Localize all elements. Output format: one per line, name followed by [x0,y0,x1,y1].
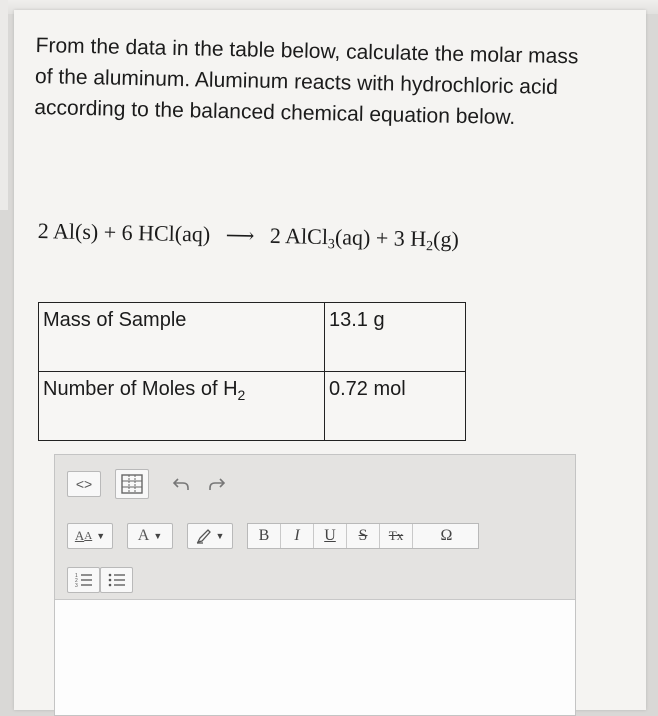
reactant-al: Al(s) [52,218,99,245]
question-text: From the data in the table below, calculate the molar mass of the aluminum. Aluminum reacts with hydrochloric acid according to the balanced chemical equation below. [34,33,579,130]
highlighter-icon [196,528,212,544]
undo-icon [173,477,189,491]
svg-text:3: 3 [74,583,78,588]
undo-button[interactable] [167,471,195,497]
chevron-down-icon: ▼ [215,531,225,541]
bullet-list-icon [108,572,126,588]
answer-editor [54,454,576,716]
editor-content-area[interactable] [55,600,575,715]
plus-sign: + [375,225,389,251]
chevron-down-icon: ▼ [153,531,163,541]
insert-table-button[interactable] [115,469,149,499]
bold-button[interactable]: B [248,524,281,548]
clear-format-button[interactable]: Tx [380,524,413,548]
redo-icon [209,477,225,491]
reactant-hcl: HCl(aq) [137,220,211,247]
font-color-dropdown[interactable]: A ▼ [127,523,173,549]
special-character-button[interactable]: Ω [440,527,453,544]
product-alcl3: AlCl$_3$(aq) [284,223,371,253]
table-icon [121,474,143,494]
redo-button[interactable] [203,471,231,497]
plus-sign: + [103,219,117,245]
svg-text:2: 2 [74,578,78,584]
italic-button[interactable]: I [281,524,314,548]
coef-h2: 3 [393,225,406,251]
source-code-button[interactable]: <> [67,471,101,497]
table-cell-value: 13.1 g [325,303,466,372]
chemical-equation [37,218,637,260]
format-button-group [247,523,479,549]
question-card [14,10,646,710]
table-cell-label: Mass of Sample [39,303,325,372]
underline-button[interactable]: U [314,524,347,548]
coef-al: 2 [37,218,49,244]
coef-alcl3: 2 [269,222,282,249]
data-table [38,302,466,441]
table-row [39,303,466,372]
editor-toolbar [55,455,575,600]
font-size-dropdown[interactable]: A A ▼ [67,523,113,549]
strikethrough-button[interactable]: S [347,524,380,548]
reaction-arrow-icon: ⟶ [225,224,255,248]
highlight-dropdown[interactable] [187,523,233,549]
numbered-list-button[interactable] [67,567,100,593]
svg-text:1: 1 [74,573,78,579]
left-strip [0,0,8,210]
table-cell-value: 0.72 mol [325,372,466,441]
table-row [39,372,466,441]
product-h2: $H_2(g)$ [410,225,460,255]
numbered-list-icon [75,572,93,588]
bullet-list-button[interactable] [100,567,133,593]
chevron-down-icon: ▼ [96,531,106,541]
table-cell-label: Number of Moles of $H_2$ [39,372,325,441]
coef-hcl: 6 [121,219,133,245]
